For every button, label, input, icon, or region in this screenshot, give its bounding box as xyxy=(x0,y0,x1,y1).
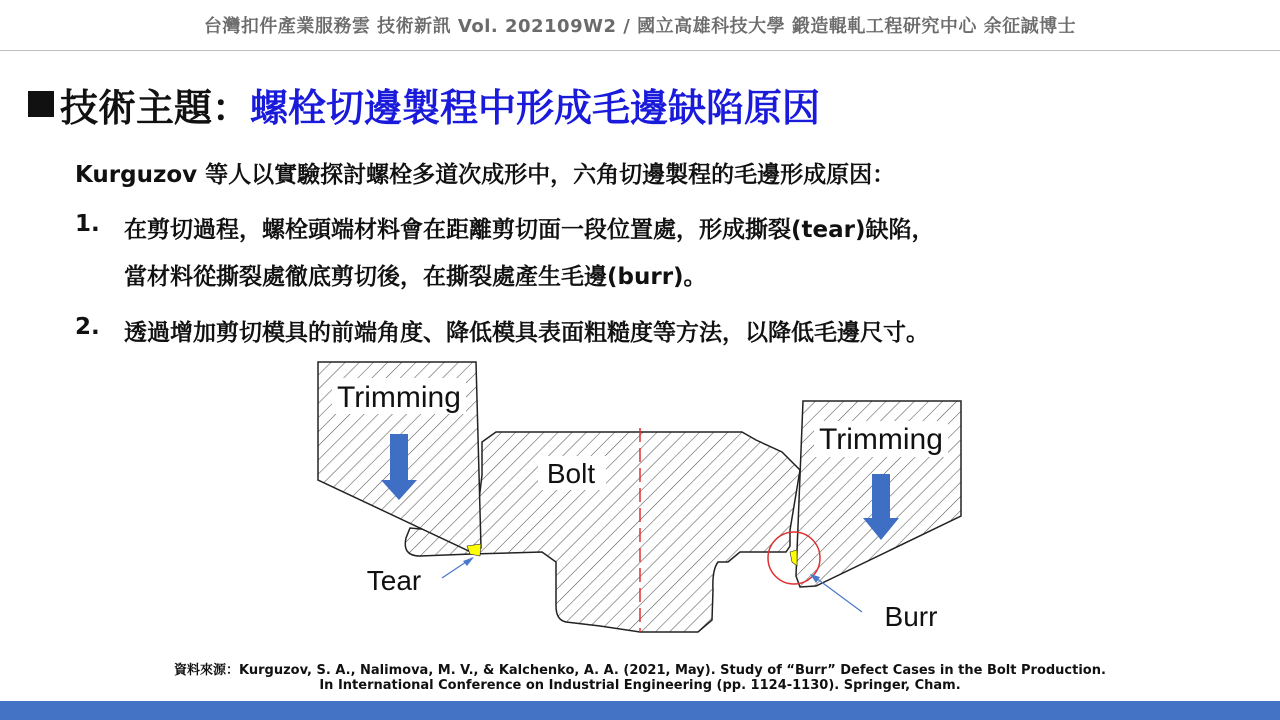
tear-pointer-arrowhead xyxy=(463,557,474,566)
tear-label: Tear xyxy=(366,565,422,596)
title-label: 技術主題： xyxy=(60,85,251,130)
title-topic: 螺栓切邊製程中形成毛邊缺陷原因 xyxy=(250,85,821,130)
square-bullet-icon xyxy=(28,91,54,117)
page-title xyxy=(28,78,820,130)
burr-defect-mark xyxy=(790,550,797,566)
list-item-number: 2. xyxy=(75,314,100,340)
page-header xyxy=(0,0,1280,51)
burr-label: Burr xyxy=(884,601,938,632)
list-item-number: 1. xyxy=(75,211,100,237)
footer-bar xyxy=(0,701,1280,720)
list-item-line: 透過增加剪切模具的前端角度、降低模具表面粗糙度等方法，以降低毛邊尺寸。 xyxy=(124,320,929,346)
list-item-line: 在剪切過程，螺栓頭端材料會在距離剪切面一段位置處，形成撕裂(tear)缺陷， xyxy=(124,217,935,243)
list-item-line: 當材料從撕裂處徹底剪切後，在撕裂處產生毛邊(burr)。 xyxy=(124,264,707,290)
source-citation-line2: In International Conference on Industrial Engineering (pp. 1124-1130). Springer, Cham. xyxy=(319,678,961,693)
trimming-diagram xyxy=(300,355,980,640)
bolt-label: Bolt xyxy=(546,458,596,489)
header-text: 台灣扣件產業服務雲 技術新訊 Vol. 202109W2 / 國立高雄科技大學 鍛造輥軋工程研究中心 余征誠博士 xyxy=(203,16,1077,37)
left-die-label: Trimming xyxy=(337,381,461,414)
source-citation-line1: 資料來源：Kurguzov, S. A., Nalimova, M. V., & Kalchenko, A. A. (2021, May). Study of “Burr” Defect Cases in the Bolt Production. xyxy=(174,663,1106,678)
right-die-label: Trimming xyxy=(819,423,943,456)
intro-text: Kurguzov 等人以實驗探討螺栓多道次成形中，六角切邊製程的毛邊形成原因： xyxy=(75,162,896,188)
burr-pointer-line xyxy=(812,575,862,612)
